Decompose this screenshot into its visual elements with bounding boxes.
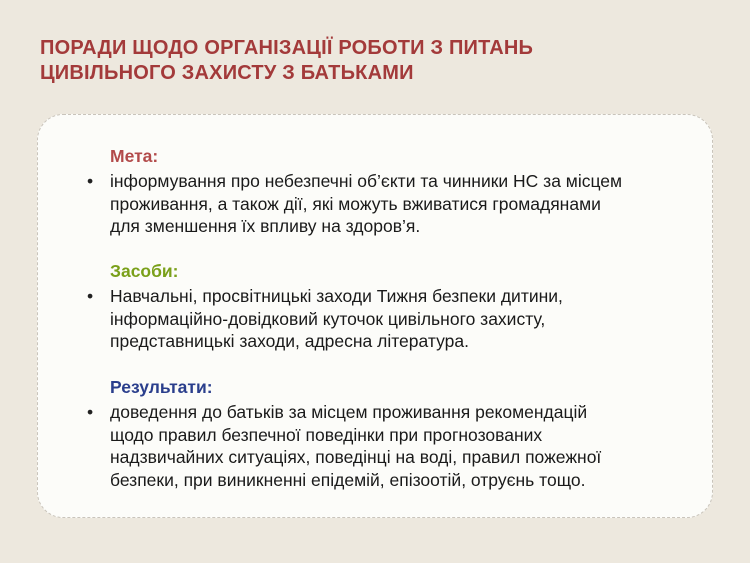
bullet-text-line: доведення до батьків за місцем проживання рекомендацій [110,402,588,422]
bullet-text-line: щодо правил безпечної поведінки при прогнозованих [110,424,543,445]
bullet-icon: • [87,171,94,191]
content-box [37,114,713,518]
section-means [87,259,710,353]
bullet-text-line: надзвичайних ситуаціях, поведінці на воді, правил пожежної [110,447,602,467]
section-heading-means: Засоби: [110,261,179,281]
bullet-text-line: проживання, а також дії, які можуть вживатися громадянами [110,193,601,214]
bullet-text-line: для зменшення їх впливу на здоров’я. [110,216,421,236]
bullet-text-line: інформаційно-довідковий куточок цивільного захисту, [110,308,546,329]
section-heading-results: Результати: [110,377,213,397]
bullet-icon: • [87,286,94,306]
bullet-text-line: Навчальні, просвітницькі заходи Тижня безпеки дитини, [110,286,563,306]
bullet-text-line: представницькі заходи, адресна література. [110,331,469,351]
section-heading-goal: Мета: [110,146,159,166]
bullet-icon: • [87,402,94,422]
slide-title [40,36,720,86]
slide-title-line-2: ЦИВІЛЬНОГО ЗАХИСТУ З БАТЬКАМИ [40,62,414,84]
bullet-item-means [87,285,710,353]
bullet-item-goal [87,170,710,238]
section-goal [87,144,710,238]
bullet-text-line: безпеки, при виникненні епідемій, епізоотій, отруєнь тощо. [110,469,586,490]
bullet-item-results [87,401,710,491]
section-results [87,375,710,491]
slide-title-line-1: ПОРАДИ ЩОДО ОРГАНІЗАЦІЇ РОБОТИ З ПИТАНЬ [40,37,534,59]
bullet-text-line: інформування про небезпечні об’єкти та чинники НС за місцем [110,171,623,191]
